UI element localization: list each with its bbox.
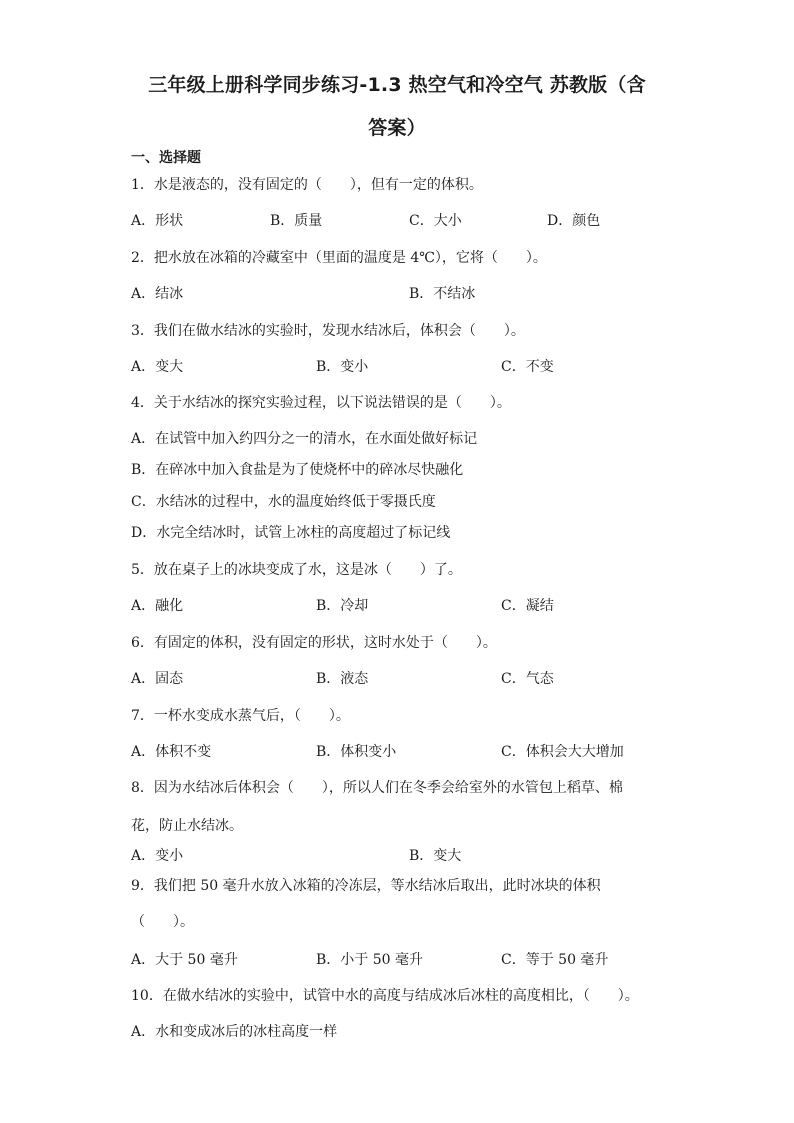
- q5-option-a[interactable]: A．融化: [131, 598, 184, 614]
- question-6: 6．有固定的体积，没有固定的形状，这时水处于（ ）。: [131, 635, 497, 651]
- q3-option-b[interactable]: B．变小: [316, 359, 369, 375]
- q9-option-b[interactable]: B．小于 50 毫升: [316, 952, 424, 968]
- q4-option-c[interactable]: C．水结冰的过程中，水的温度始终低于零摄氏度: [131, 494, 436, 510]
- q2-option-a[interactable]: A．结冰: [131, 286, 184, 302]
- document-title-line-1: 三年级上册科学同步练习-1.3 热空气和冷空气 苏教版（含: [148, 74, 646, 96]
- q3-option-c[interactable]: C．不变: [501, 359, 554, 375]
- q6-option-a[interactable]: A．固态: [131, 671, 184, 687]
- q4-option-b[interactable]: B．在碎冰中加入食盐是为了使烧杯中的碎冰尽快融化: [131, 462, 464, 478]
- question-3: 3．我们在做水结冰的实验时，发现水结冰后，体积会（ ）。: [131, 323, 525, 339]
- q9-option-a[interactable]: A．大于 50 毫升: [131, 952, 238, 968]
- question-9-continued: （ ）。: [131, 914, 194, 930]
- question-9: 9．我们把 50 毫升水放入冰箱的冷冻层，等水结冰后取出，此时冰块的体积: [131, 878, 601, 894]
- q4-option-a[interactable]: A．在试管中加入约四分之一的清水，在水面处做好标记: [131, 431, 478, 447]
- question-1: 1．水是液态的，没有固定的（ ），但有一定的体积。: [131, 177, 483, 193]
- q8-option-b[interactable]: B．变大: [409, 848, 462, 864]
- section-heading: 一、选择题: [131, 150, 201, 166]
- question-7: 7．一杯水变成水蒸气后，（ ）。: [131, 708, 350, 724]
- q8-option-a[interactable]: A．变小: [131, 848, 184, 864]
- question-5: 5．放在桌子上的冰块变成了水，这是冰（ ）了。: [131, 562, 462, 578]
- q5-option-b[interactable]: B．冷却: [316, 598, 369, 614]
- q9-option-c[interactable]: C．等于 50 毫升: [501, 952, 609, 968]
- q7-option-c[interactable]: C．体积会大大增加: [501, 744, 624, 760]
- q2-option-b[interactable]: B．不结冰: [409, 286, 476, 302]
- q1-option-c[interactable]: C．大小: [409, 213, 462, 229]
- q1-option-d[interactable]: D．颜色: [547, 213, 601, 229]
- q10-option-a[interactable]: A．水和变成冰后的冰柱高度一样: [131, 1024, 338, 1040]
- question-4: 4．关于水结冰的探究实验过程，以下说法错误的是（ ）。: [131, 395, 511, 411]
- q6-option-c[interactable]: C．气态: [501, 671, 554, 687]
- q4-option-d[interactable]: D．水完全结冰时，试管上冰柱的高度超过了标记线: [131, 525, 451, 541]
- q5-option-c[interactable]: C．凝结: [501, 598, 554, 614]
- q3-option-a[interactable]: A．变大: [131, 359, 184, 375]
- q7-option-a[interactable]: A．体积不变: [131, 744, 212, 760]
- q1-option-a[interactable]: A．形状: [131, 213, 184, 229]
- question-8: 8．因为水结冰后体积会（ ），所以人们在冬季会给室外的水管包上稻草、棉: [131, 780, 623, 796]
- question-10: 10．在做水结冰的实验中，试管中水的高度与结成冰后冰柱的高度相比，（ ）。: [131, 988, 639, 1004]
- q1-option-b[interactable]: B．质量: [270, 213, 323, 229]
- question-2: 2．把水放在冰箱的冷藏室中（里面的温度是 4℃），它将（ ）。: [131, 250, 547, 266]
- q6-option-b[interactable]: B．液态: [316, 671, 369, 687]
- q7-option-b[interactable]: B．体积变小: [316, 744, 397, 760]
- document-title-line-2: 答案）: [368, 117, 426, 139]
- question-8-continued: 花，防止水结冰。: [131, 818, 243, 834]
